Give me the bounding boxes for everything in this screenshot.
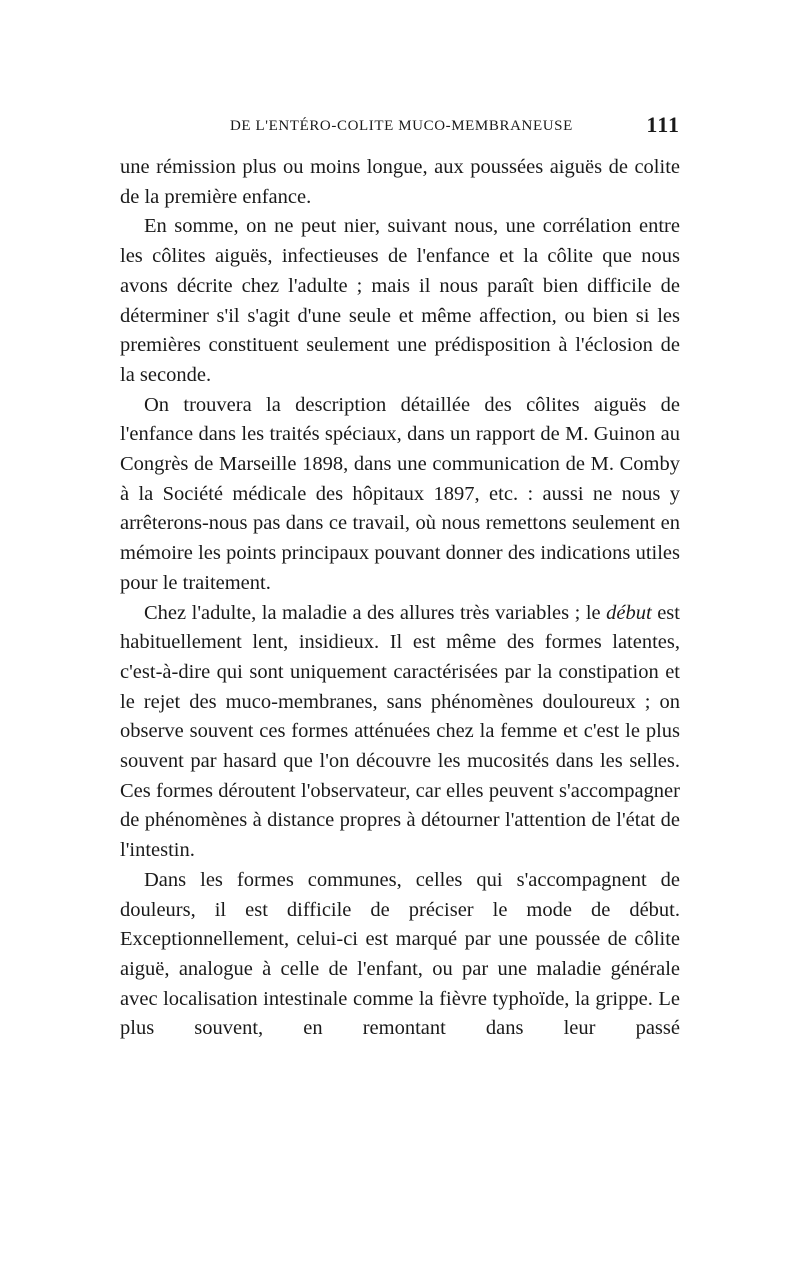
- page-number: 111: [646, 112, 680, 137]
- paragraph-adult: [120, 599, 680, 866]
- paragraph-common-forms: Dans les formes communes, celles qui s'accompagnent de douleurs, il est difficile de préciser le mode de début. Exceptionnellement, celui-ci est marqué par une poussée de côlite aiguë, analogue à celle de l'enfant, ou par une maladie générale avec localisation intestinale comme la fièvre typhoïde, la grippe. Le plus souvent, en remontant dans leur passé: [120, 868, 680, 1040]
- paragraph-adult-rest: est habituellement lent, insidieux. Il est même des formes latentes, c'est-à-dire qui sont uniquement caractérisées par la constipation et le rejet des muco-membranes, sans phénomènes douloureux ; on observe souvent ces formes atténuées chez la femme et c'est le plus souvent par hasard que l'on découvre les mucosités dans les selles. Ces formes déroutent l'observateur, car elles peuvent s'accompagner de phénomènes à distance propres à détourner l'attention de l'état de l'intestin.: [120, 601, 680, 862]
- running-title: DE L'ENTÉRO-COLITE MUCO-MEMBRANEUSE: [230, 118, 573, 134]
- paragraph-correlation: En somme, on ne peut nier, suivant nous, une corrélation entre les côlites aiguës, infectieuses de l'enfance et la côlite que nous avons décrite chez l'adulte ; mais il nous paraît bien difficile de déterminer s'il s'agit d'une seule et même affection, ou bien si les premières constituent seulement une prédisposition à l'éclosion de la seconde.: [120, 215, 680, 386]
- emphasis-debut: début: [606, 601, 652, 624]
- paragraph-continuation: une rémission plus ou moins longue, aux poussées aiguës de colite de la première enfance.: [120, 156, 680, 208]
- running-header: [122, 112, 682, 142]
- body-text: [120, 153, 680, 1044]
- paragraph-description: On trouvera la description détaillée des côlites aiguës de l'enfance dans les traités spéciaux, dans un rapport de M. Guinon au Congrès de Marseille 1898, dans une communication de M. Comby à la Société médicale des hôpitaux 1897, etc. : aussi ne nous y arrêterons-nous pas dans ce travail, où nous remettons seulement en mémoire les points principaux pouvant donner des indications utiles pour le traitement.: [120, 393, 680, 594]
- paragraph-adult-start: Chez l'adulte, la maladie a des allures très variables ; le: [144, 601, 607, 624]
